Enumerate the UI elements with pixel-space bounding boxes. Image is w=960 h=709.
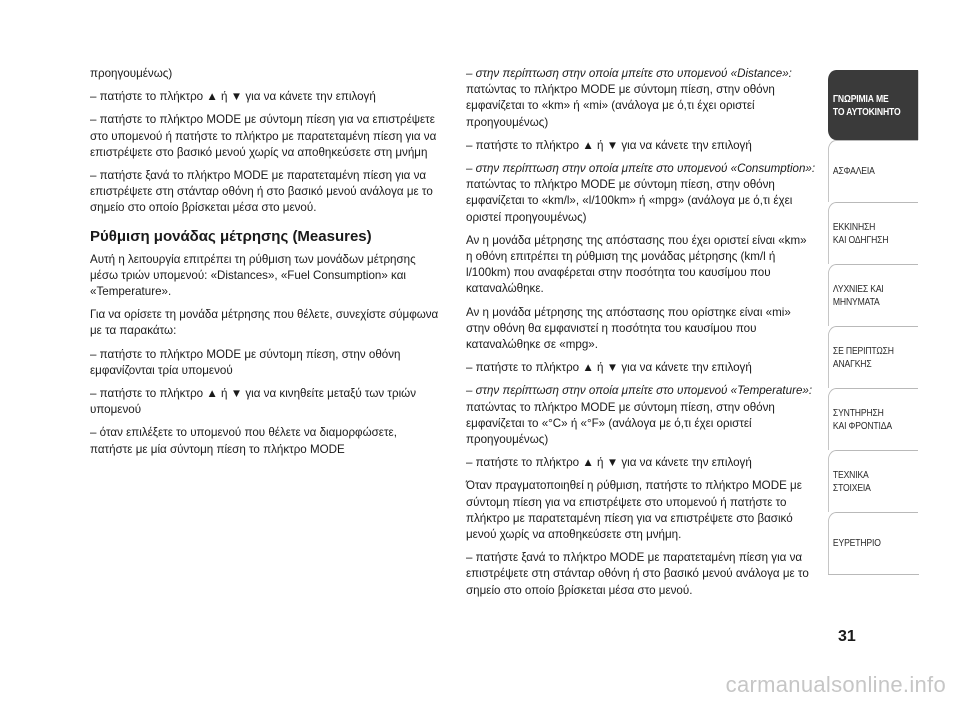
paragraph: – πατήστε ξανά το πλήκτρο MODE με παρατεταμένη πίεση για να επιστρέψετε στη στάνταρ οθόνη ή στο βασικό μενού ανάλογα με το σημείο στο οποίο βρίσκεται μέσα στο μενού. — [466, 551, 809, 597]
paragraph: – πατήστε το πλήκτρο ▲ ή ▼ για να κάνετε την επιλογή — [466, 456, 752, 470]
paragraph-text: πατώντας το πλήκτρο MODE με σύντομη πίεση, στην οθόνη εμφανίζεται το «°C» ή «°F» (ανάλογα με ό,τι έχει οριστεί προηγουμένως) — [466, 400, 775, 447]
tab-getting-to-know[interactable]: ΓΝΩΡΙΜΙΑ ΜΕ ΤΟ ΑΥΤΟΚΙΝΗΤΟ — [828, 70, 918, 140]
paragraph: – πατήστε το πλήκτρο MODE με σύντομη πίεση για να επιστρέψετε στο υπομενού ή πατήστε το πλήκτρο με παρατεταμένη πίεση για να επιστρέψετε στο βασικό μενού χωρίς να αποθηκεύσετε στη μνήμη — [90, 113, 437, 159]
tab-divider — [828, 574, 919, 589]
paragraph: – πατήστε ξανά το πλήκτρο MODE με παρατεταμένη πίεση για να επιστρέψετε στη στάνταρ οθόνη ή στο βασικό μενού ανάλογα με το σημείο στο οποίο βρίσκεται μέσα στο μενού. — [90, 169, 433, 215]
italic-lead: – στην περίπτωση στην οποία μπείτε στο υπομενού «Distance»: — [466, 67, 792, 80]
paragraph — [466, 383, 816, 448]
paragraph-text: πατώντας το πλήκτρο MODE με σύντομη πίεση, στην οθόνη εμφανίζεται το «km/l», «l/100km» ή «mpg» (ανάλογα με ό,τι έχει οριστεί προηγουμένως) — [466, 178, 793, 224]
watermark: carmanualsonline.info — [725, 672, 946, 697]
chapter-tabs — [828, 70, 919, 589]
tab-safety[interactable]: ΑΣΦΑΛΕΙΑ — [828, 140, 918, 202]
paragraph: Όταν πραγματοποιηθεί η ρύθμιση, πατήστε το πλήκτρο MODE με σύντομη πίεση για να επιστρέψετε στο υπομενού ή πατήστε το πλήκτρο με παρατεταμένη πίεση για να επιστρέψετε στο βασικό μενού χωρίς να αποθηκεύσετε στη μνήμη. — [466, 479, 802, 542]
paragraph-text: πατώντας το πλήκτρο MODE με σύντομη πίεση, στην οθόνη εμφανίζεται το «km» ή «mi» (ανάλογα με ό,τι έχει οριστεί προηγουμένως) — [466, 83, 775, 129]
section-heading: Ρύθμιση μονάδας μέτρησης (Measures) — [90, 227, 372, 245]
paragraph: – πατήστε το πλήκτρο ▲ ή ▼ για να κάνετε την επιλογή — [90, 90, 376, 104]
tab-index[interactable]: ΕΥΡΕΤΗΡΙΟ — [828, 512, 918, 574]
paragraph: – πατήστε το πλήκτρο ▲ ή ▼ για να κινηθείτε μεταξύ των τριών υπομενού — [90, 387, 416, 417]
paragraph: – πατήστε το πλήκτρο ▲ ή ▼ για να κάνετε την επιλογή — [466, 361, 752, 375]
paragraph: – πατήστε το πλήκτρο MODE με σύντομη πίεση, στην οθόνη εμφανίζονται τρία υπομενού — [90, 347, 401, 377]
page-number: 31 — [838, 628, 856, 645]
paragraph: προηγουμένως) — [90, 67, 173, 80]
paragraph: Για να ορίσετε τη μονάδα μέτρησης που θέλετε, συνεχίστε σύμφωνα με τα παρακάτω: — [90, 308, 439, 338]
paragraph: Αυτή η λειτουργία επιτρέπει τη ρύθμιση των μονάδων μέτρησης μέσω τριών υπομενού: «Distances», «Fuel Consumption» και «Temperature». — [90, 252, 416, 299]
paragraph: Αν η μονάδα μέτρησης της απόστασης που ορίστηκε είναι «mi» στην οθόνη θα εμφανιστεί η ποσότητα του καυσίμου που καταναλώθηκε σε «mpg». — [466, 305, 791, 352]
italic-lead: – στην περίπτωση στην οποία μπείτε στο υπομενού «Consumption»: — [466, 162, 816, 176]
paragraph: Αν η μονάδα μέτρησης της απόστασης που έχει οριστεί είναι «km» η οθόνη επιτρέπει τη ρύθμιση της μονάδας μέτρησης (km/l ή l/100km) που αναφέρεται στην ποσότητα του καυσίμου που καταναλώθηκε. — [466, 233, 807, 296]
paragraph: – όταν επιλέξετε το υπομενού που θέλετε να διαμορφώσετε, πατήστε με μία σύντομη πίεση το πλήκτρο MODE — [90, 426, 397, 456]
tab-warning-lights[interactable]: ΛΥΧΝΙΕΣ ΚΑΙ ΜΗΝΥΜΑΤΑ — [828, 264, 918, 326]
italic-lead: – στην περίπτωση στην οποία μπείτε στο υπομενού «Temperature»: — [466, 384, 813, 398]
tab-emergency[interactable]: ΣΕ ΠΕΡΙΠΤΩΣΗ ΑΝΑΓΚΗΣ — [828, 326, 918, 388]
tab-starting-driving[interactable]: ΕΚΚΙΝΗΣΗ ΚΑΙ ΟΔΗΓΗΣΗ — [828, 202, 918, 264]
paragraph — [466, 66, 816, 131]
paragraph — [466, 161, 816, 226]
left-column — [90, 66, 442, 465]
right-column — [466, 66, 816, 606]
tab-technical-data[interactable]: ΤΕΧΝΙΚΑ ΣΤΟΙΧΕΙΑ — [828, 450, 918, 512]
tab-maintenance[interactable]: ΣΥΝΤΗΡΗΣΗ ΚΑΙ ΦΡΟΝΤΙΔΑ — [828, 388, 918, 450]
paragraph: – πατήστε το πλήκτρο ▲ ή ▼ για να κάνετε την επιλογή — [466, 138, 752, 152]
